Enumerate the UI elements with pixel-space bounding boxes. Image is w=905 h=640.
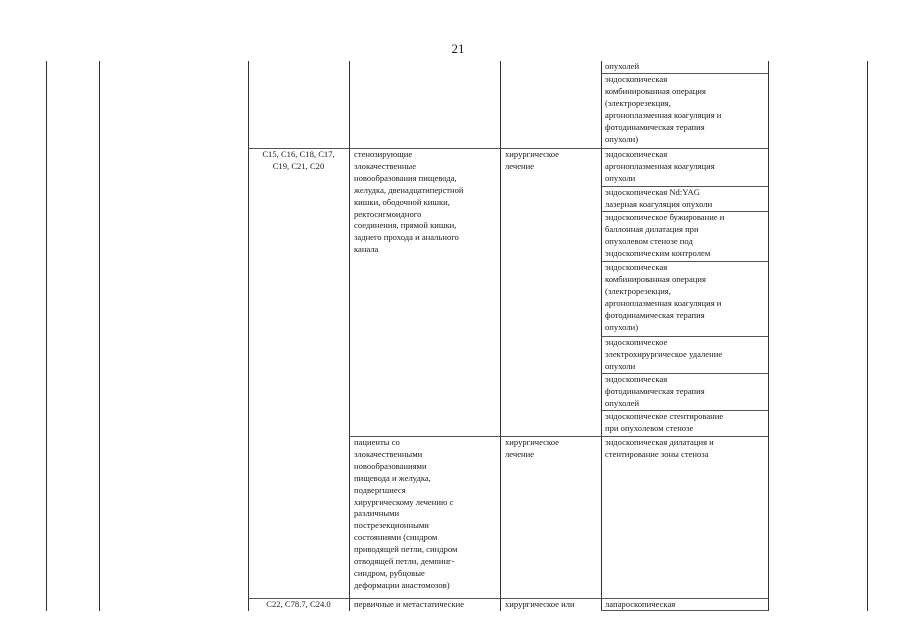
table-column-rule [349, 61, 350, 611]
treatment-cell: лапароскопическая [605, 599, 676, 609]
table-border-left-outer [46, 61, 47, 611]
treatment-cell: эндоскопическая Nd:YAG лазерная коагуляция опухоли [605, 187, 713, 209]
table-column-rule [768, 61, 769, 611]
treatment-cell: опухолей [605, 61, 640, 71]
icd-codes-cell: C22, C78.7, C24.0 [266, 599, 331, 609]
treatment-cell: эндоскопическая аргоноплазменная коагуляция опухоли [605, 149, 715, 183]
page-number: 21 [451, 41, 465, 56]
table-column-rule [248, 61, 249, 611]
treatment-cell: эндоскопическая фотодинамическая терапия опухолей [605, 374, 705, 408]
method-cell: хирургическое лечение [505, 149, 559, 171]
table-column-rule [99, 61, 100, 611]
treatment-cell: эндоскопическое стентирование при опухолевом стенозе [605, 411, 724, 433]
method-cell: хирургическое или [505, 599, 575, 609]
method-cell: хирургическое лечение [505, 437, 559, 459]
condition-cell: стенозирующие злокачественные новообразования пищевода, желудка, двенадцатиперстной кишки, ободочной кишки, ректосигмоидного соединения, прямой кишки, заднего прохода и анального канала [354, 149, 464, 255]
treatment-cell: эндоскопическая комбинированная операция (электрорезекция, аргоноплазменная коагуляция и фотодинамическая терапия опухоли) [605, 262, 722, 332]
treatment-cell: эндоскопическая дилатация и стентирование зоны стеноза [605, 437, 714, 459]
table-border-right-outer [867, 61, 868, 611]
condition-cell: первичные и метастатические [354, 599, 465, 609]
condition-cell: пациенты со злокачественными новообразованиями пищевода и желудка, подвергшиеся хирургическому лечению с различными пострезекционными состояниями (синдром приводящей петли, синдром отводящей петли, демпинг- синдром, рубцовые деформации анастомозов) [354, 437, 458, 590]
treatment-cell: эндоскопическая комбинированная операция (электрорезекция, аргоноплазменная коагуляция и фотодинамическая терапия опухоли) [605, 74, 722, 144]
treatment-cell: эндоскопическое бужирование и баллонная дилатация при опухолевом стенозе под эндоскопическим контролем [605, 212, 725, 258]
icd-codes-cell: C15, C16, C18, C17, C19, C21, C20 [262, 149, 335, 171]
treatment-cell: эндоскопическое электрохирургическое удаление опухоли [605, 337, 723, 371]
table-column-rule [500, 61, 501, 611]
